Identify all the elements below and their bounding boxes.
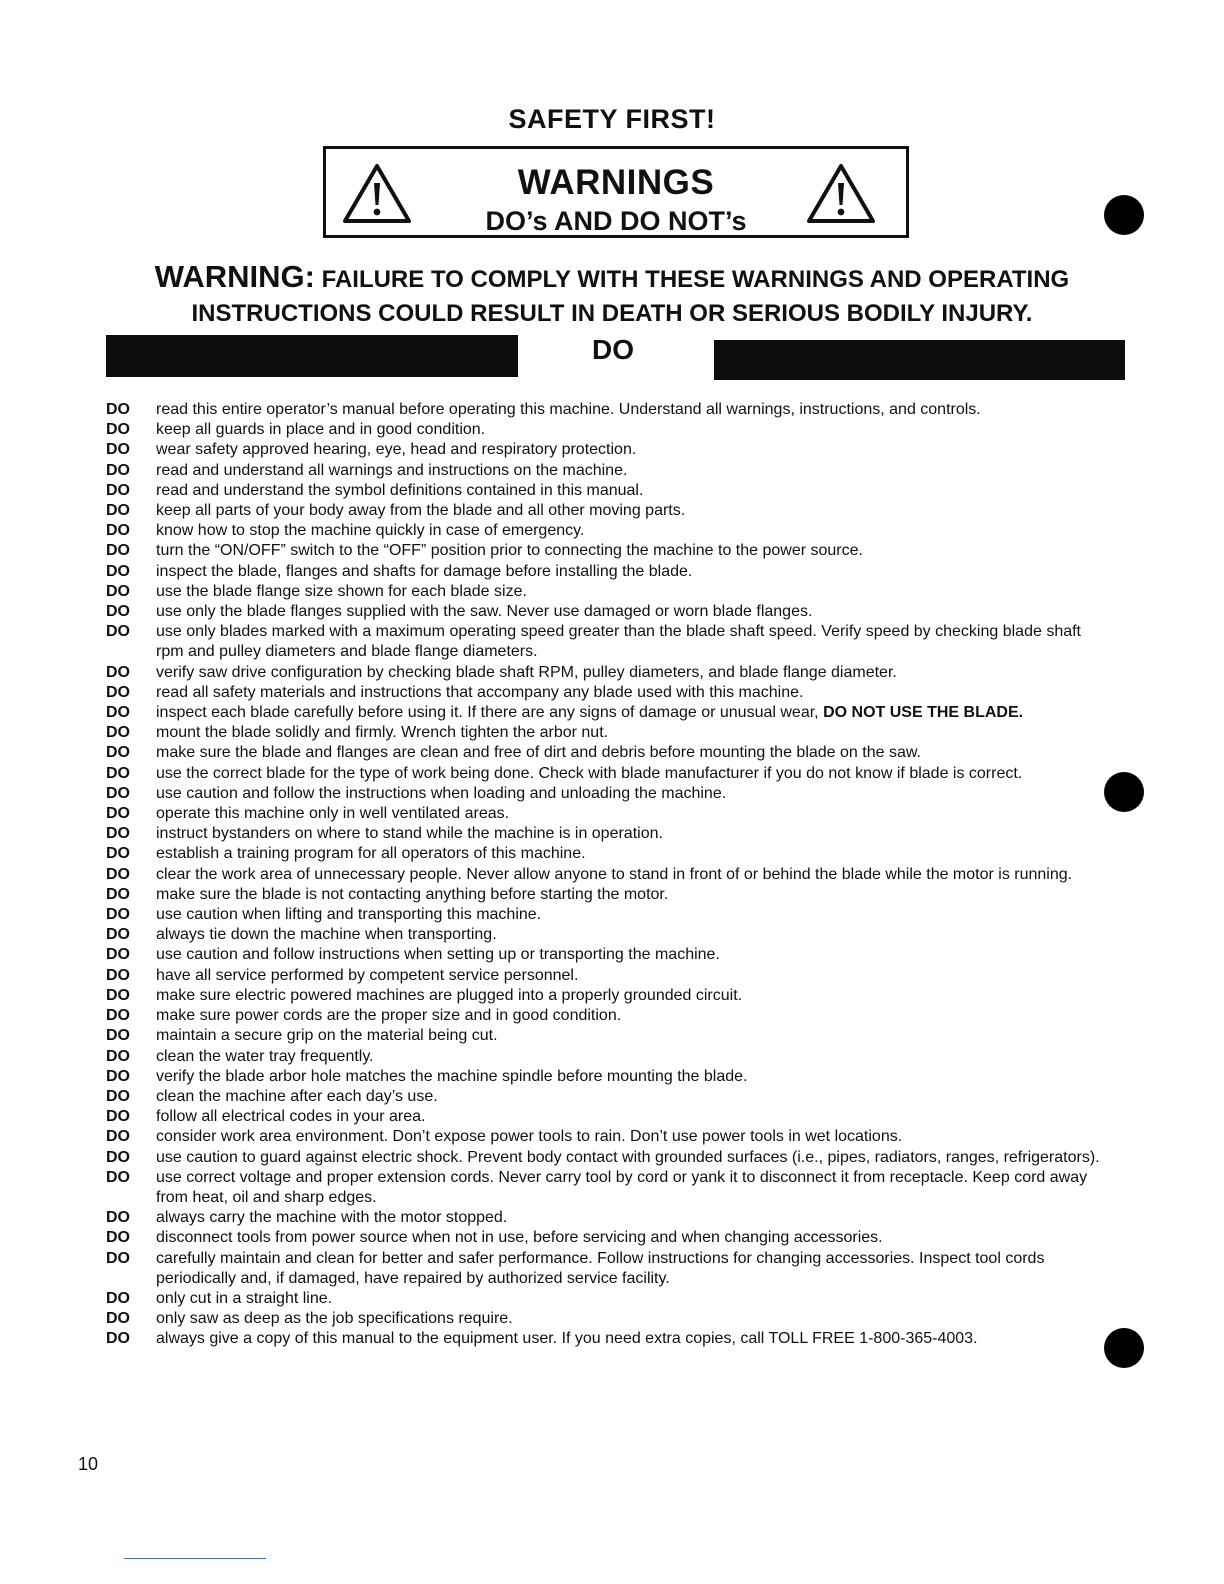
list-item — [100, 501, 1110, 521]
list-item — [100, 663, 1110, 683]
list-item — [100, 824, 1110, 844]
item-text: inspect each blade carefully before using it. If there are any signs of damage or unusual wear, DO NOT USE THE BLADE. — [156, 704, 1024, 722]
list-item — [100, 764, 1110, 784]
list-item — [100, 622, 1110, 662]
do-label: DO — [106, 946, 130, 964]
do-label: DO — [106, 825, 130, 843]
do-label: DO — [106, 1249, 130, 1267]
do-label: DO — [106, 724, 130, 742]
item-text: instruct bystanders on where to stand while the machine is in operation. — [156, 825, 663, 843]
item-text: keep all parts of your body away from the blade and all other moving parts. — [156, 502, 686, 520]
do-label: DO — [106, 1087, 130, 1105]
do-label: DO — [106, 906, 130, 924]
binder-hole-icon — [1104, 772, 1144, 812]
list-item — [100, 1067, 1110, 1087]
item-text: mount the blade solidly and firmly. Wrench tighten the arbor nut. — [156, 724, 609, 742]
binder-hole-icon — [1104, 1328, 1144, 1368]
do-label: DO — [106, 784, 130, 802]
list-item — [100, 582, 1110, 602]
item-text: only cut in a straight line. — [156, 1289, 333, 1307]
list-item — [100, 420, 1110, 440]
list-item — [100, 1329, 1110, 1349]
item-text: establish a training program for all operators of this machine. — [156, 845, 586, 863]
do-list — [100, 400, 1110, 1350]
do-label: DO — [106, 603, 130, 621]
do-label: DO — [106, 1128, 130, 1146]
do-label: DO — [106, 1310, 130, 1328]
item-text: use caution and follow the instructions when loading and unloading the machine. — [156, 784, 727, 802]
list-item — [100, 440, 1110, 460]
binder-hole-icon — [1104, 195, 1144, 235]
do-label: DO — [106, 1027, 130, 1045]
do-label: DO — [106, 1148, 130, 1166]
do-label: DO — [106, 623, 130, 641]
warnings-heading: WARNINGS — [517, 163, 715, 202]
do-label: DO — [106, 744, 130, 762]
item-text: inspect the blade, flanges and shafts for damage before installing the blade. — [156, 562, 693, 580]
item-text: always tie down the machine when transporting. — [156, 926, 497, 944]
warning-statement-line2: INSTRUCTIONS COULD RESULT IN DEATH OR SERIOUS BODILY INJURY. — [191, 300, 1033, 327]
item-text: read this entire operator’s manual before operating this machine. Understand all warnings, instructions, and controls. — [156, 401, 981, 418]
list-item — [100, 481, 1110, 501]
do-label: DO — [106, 1209, 130, 1227]
list-item — [100, 844, 1110, 864]
item-text: use caution to guard against electric shock. Prevent body contact with grounded surfaces (i.e., pipes, radiators, ranges, refrigerators). — [156, 1148, 1100, 1166]
list-item — [100, 400, 1110, 420]
item-text: always give a copy of this manual to the equipment user. If you need extra copies, call TOLL FREE 1-800-365-4003. — [156, 1330, 978, 1348]
item-text: follow all electrical codes in your area. — [156, 1108, 426, 1126]
do-label: DO — [106, 926, 130, 944]
item-text: maintain a secure grip on the material being cut. — [156, 1027, 498, 1045]
item-text: use the blade flange size shown for each blade size. — [156, 582, 527, 600]
list-item — [100, 925, 1110, 945]
list-item — [100, 804, 1110, 824]
item-text: consider work area environment. Don’t expose power tools to rain. Don’t use power tools in wet locations. — [156, 1128, 903, 1146]
list-item — [100, 723, 1110, 743]
do-label: DO — [106, 441, 130, 459]
list-item — [100, 865, 1110, 885]
page-title: SAFETY FIRST! — [508, 104, 716, 134]
warnings-subheading: DO’s AND DO NOT’s — [485, 206, 747, 236]
item-text: use caution when lifting and transporting this machine. — [156, 906, 542, 924]
emphasis-text: DO NOT USE THE BLADE. — [823, 704, 1024, 722]
list-item — [100, 1289, 1110, 1309]
section-band-left — [106, 335, 518, 377]
do-label: DO — [106, 1047, 130, 1065]
list-item — [100, 1228, 1110, 1248]
do-label: DO — [106, 885, 130, 903]
item-text: read all safety materials and instructions that accompany any blade used with this machine. — [156, 683, 804, 701]
item-text: always carry the machine with the motor stopped. — [156, 1209, 508, 1227]
item-text: make sure the blade is not contacting anything before starting the motor. — [156, 885, 669, 903]
item-text: use correct voltage and proper extension cords. Never carry tool by cord or yank it to disconnect it from receptacle. Keep cord away from heat, oil and sharp edges. — [156, 1168, 1088, 1206]
item-text: clear the work area of unnecessary people. Never allow anyone to stand in front of or behind the blade while the motor is running. — [156, 865, 1073, 883]
list-item — [100, 1127, 1110, 1147]
item-text: make sure electric powered machines are plugged into a properly grounded circuit. — [156, 986, 743, 1004]
list-item — [100, 966, 1110, 986]
do-label: DO — [106, 1108, 130, 1126]
do-label: DO — [106, 401, 130, 418]
do-label: DO — [106, 865, 130, 883]
list-item — [100, 1087, 1110, 1107]
do-label: DO — [106, 704, 130, 722]
do-label: DO — [106, 421, 130, 439]
item-text: wear safety approved hearing, eye, head and respiratory protection. — [156, 441, 637, 459]
item-text: clean the water tray frequently. — [156, 1047, 374, 1065]
list-item — [100, 1006, 1110, 1026]
do-label: DO — [106, 1330, 130, 1348]
item-text: use caution and follow instructions when setting up or transporting the machine. — [156, 946, 720, 964]
warning-triangle-icon — [806, 163, 876, 225]
do-label: DO — [106, 805, 130, 823]
item-text: keep all guards in place and in good condition. — [156, 421, 486, 439]
list-item — [100, 521, 1110, 541]
do-label: DO — [106, 845, 130, 863]
list-item — [100, 885, 1110, 905]
do-label: DO — [106, 986, 130, 1004]
list-item — [100, 1309, 1110, 1329]
do-label: DO — [106, 663, 130, 681]
warning-label: WARNING: — [154, 259, 315, 294]
page-number: 10 — [78, 1454, 99, 1474]
item-text: read and understand the symbol definitions contained in this manual. — [156, 481, 644, 499]
item-text: clean the machine after each day’s use. — [156, 1087, 438, 1105]
item-text: make sure power cords are the proper size and in good condition. — [156, 1007, 622, 1025]
do-label: DO — [106, 1289, 130, 1307]
list-item — [100, 461, 1110, 481]
do-label: DO — [106, 522, 130, 540]
item-text: use the correct blade for the type of work being done. Check with blade manufacturer if you do not know if blade is correct. — [156, 764, 1023, 782]
list-item — [100, 743, 1110, 763]
list-item — [100, 683, 1110, 703]
list-item — [100, 1107, 1110, 1127]
item-text: use only blades marked with a maximum operating speed greater than the blade shaft speed. Verify speed by checking blade shaft rpm and pulley diameters and blade flange diameters. — [156, 623, 1081, 661]
item-text: carefully maintain and clean for better and safer performance. Follow instructions for changing accessories. Inspect tool cords periodically and, if damaged, have repaired by authorized service facility. — [156, 1249, 1045, 1287]
do-label: DO — [106, 502, 130, 520]
footer-rule — [124, 1558, 266, 1559]
item-text: know how to stop the machine quickly in case of emergency. — [156, 522, 585, 540]
list-item — [100, 541, 1110, 561]
list-item — [100, 1026, 1110, 1046]
item-text: turn the “ON/OFF” switch to the “OFF” position prior to connecting the machine to the power source. — [156, 542, 863, 560]
list-item — [100, 1168, 1110, 1208]
warning-statement-line1: WARNING: FAILURE TO COMPLY WITH THESE WARNINGS AND OPERATING — [154, 259, 1070, 294]
do-label: DO — [106, 1229, 130, 1247]
item-text: read and understand all warnings and instructions on the machine. — [156, 461, 628, 479]
item-text: disconnect tools from power source when not in use, before servicing and when changing accessories. — [156, 1229, 883, 1247]
do-label: DO — [106, 1168, 130, 1186]
do-label: DO — [106, 1007, 130, 1025]
item-text: verify the blade arbor hole matches the machine spindle before mounting the blade. — [156, 1067, 748, 1085]
do-label: DO — [106, 966, 130, 984]
list-item — [100, 703, 1110, 723]
list-item — [100, 1047, 1110, 1067]
list-item — [100, 986, 1110, 1006]
warnings-box — [323, 146, 909, 238]
do-label: DO — [106, 582, 130, 600]
do-label: DO — [106, 562, 130, 580]
do-label: DO — [106, 683, 130, 701]
list-item — [100, 784, 1110, 804]
item-text: only saw as deep as the job specifications require. — [156, 1310, 513, 1328]
list-item — [100, 945, 1110, 965]
item-text: verify saw drive configuration by checking blade shaft RPM, pulley diameters, and blade flange diameter. — [156, 663, 897, 681]
do-label: DO — [106, 1067, 130, 1085]
section-band-right — [714, 340, 1125, 380]
do-label: DO — [106, 461, 130, 479]
item-text: have all service performed by competent service personnel. — [156, 966, 579, 984]
list-item — [100, 1208, 1110, 1228]
item-text: operate this machine only in well ventilated areas. — [156, 805, 510, 823]
do-label: DO — [106, 542, 130, 560]
item-text: make sure the blade and flanges are clean and free of dirt and debris before mounting the blade on the saw. — [156, 744, 921, 762]
do-label: DO — [106, 481, 130, 499]
do-label: DO — [106, 764, 130, 782]
list-item — [100, 562, 1110, 582]
item-text: use only the blade flanges supplied with the saw. Never use damaged or worn blade flanges. — [156, 603, 813, 621]
list-item — [100, 905, 1110, 925]
list-item — [100, 1249, 1110, 1289]
section-label: DO — [592, 334, 634, 365]
list-item — [100, 1148, 1110, 1168]
list-item — [100, 602, 1110, 622]
